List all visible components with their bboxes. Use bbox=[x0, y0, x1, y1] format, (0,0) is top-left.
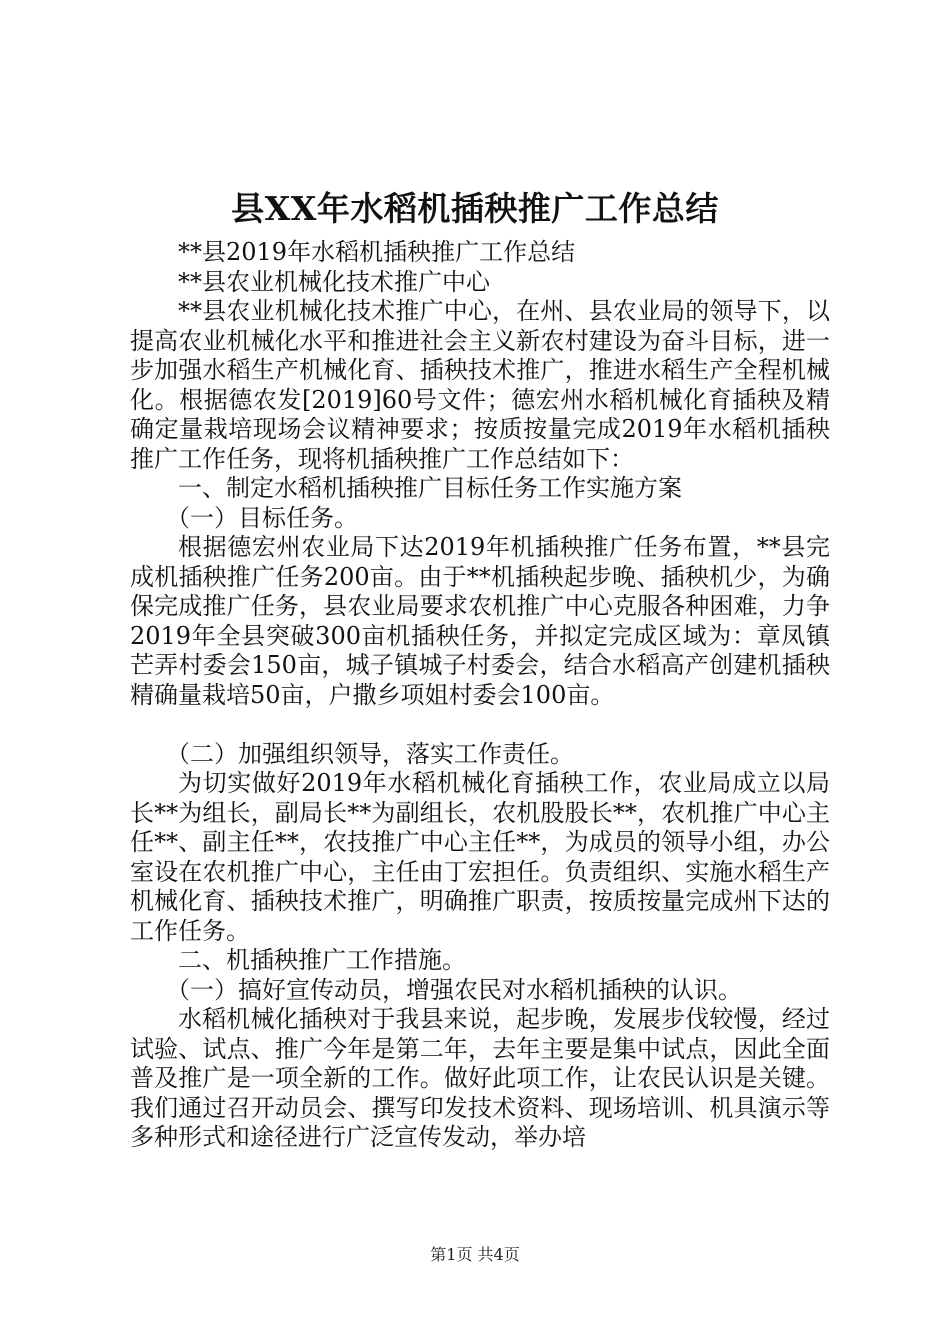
document-title: 县XX年水稻机插秧推广工作总结 bbox=[231, 189, 719, 228]
section-heading-2: 二、机插秧推广工作措施。 bbox=[178, 946, 466, 974]
paragraph-publicity: 水稻机械化插秧对于我县来说，起步晚，发展步伐较慢，经过试验、试点、推广今年是第二年，去年主要是集中试点，因此全面普及推广是一项全新的工作。做好此项工作，让农民认识是关键。我们通过召开动员会、撰写印发技术资料、现场培训、机具演示等多种形式和途径进行广泛宣传发动，举办培 bbox=[130, 1005, 830, 1151]
paragraph-target-tasks: 根据德宏州农业局下达2019年机插秧推广任务布置，**县完成机插秧推广任务200亩。由于**机插秧起步晚、插秧机少，为确保完成推广任务，县农业局要求农机推广中心克服各种困难，力争2019年全县突破300亩机插秧任务，并拟定完成区域为：章凤镇芒弄村委会150亩，城子镇城子村委会，结合水稻高产创建机插秧精确量栽培50亩，户撒乡项姐村委会100亩。 bbox=[130, 533, 830, 709]
paragraph-subtitle: **县2019年水稻机插秧推广工作总结 bbox=[178, 238, 576, 266]
document-body bbox=[130, 238, 830, 1153]
page-footer: 第1页 共4页 bbox=[430, 1245, 520, 1264]
subsection-heading-1-2: （二）加强组织领导，落实工作责任。 bbox=[166, 739, 574, 768]
section-heading-1: 一、制定水稻机插秧推广目标任务工作实施方案 bbox=[178, 474, 682, 502]
paragraph-author: **县农业机械化技术推广中心 bbox=[178, 267, 490, 296]
subsection-heading-2-1: （一）搞好宣传动员，增强农民对水稻机插秧的认识。 bbox=[166, 975, 742, 1004]
paragraph-intro: **县农业机械化技术推广中心，在州、县农业局的领导下，以提高农业机械化水平和推进社会主义新农村建设为奋斗目标，进一步加强水稻生产机械化育、插秧技术推广，推进水稻生产全程机械化。根据德农发[2019]60号文件；德宏州水稻机械化育插秧及精确定量栽培现场会议精神要求；按质按量完成2019年水稻机插秧推广工作任务，现将机插秧推广工作总结如下： bbox=[130, 297, 830, 473]
paragraph-leadership: 为切实做好2019年水稻机械化育插秧工作，农业局成立以局长**为组长，副局长**为副组长，农机股股长**，农机推广中心主任**、副主任**，农技推广中心主任**，为成员的领导小组，办公室设在农机推广中心，主任由丁宏担任。负责组织、实施水稻生产机械化育、插秧技术推广，明确推广职责，按质按量完成州下达的工作任务。 bbox=[130, 769, 830, 945]
subsection-heading-1-1: （一）目标任务。 bbox=[166, 503, 358, 532]
blank-line bbox=[130, 710, 830, 740]
